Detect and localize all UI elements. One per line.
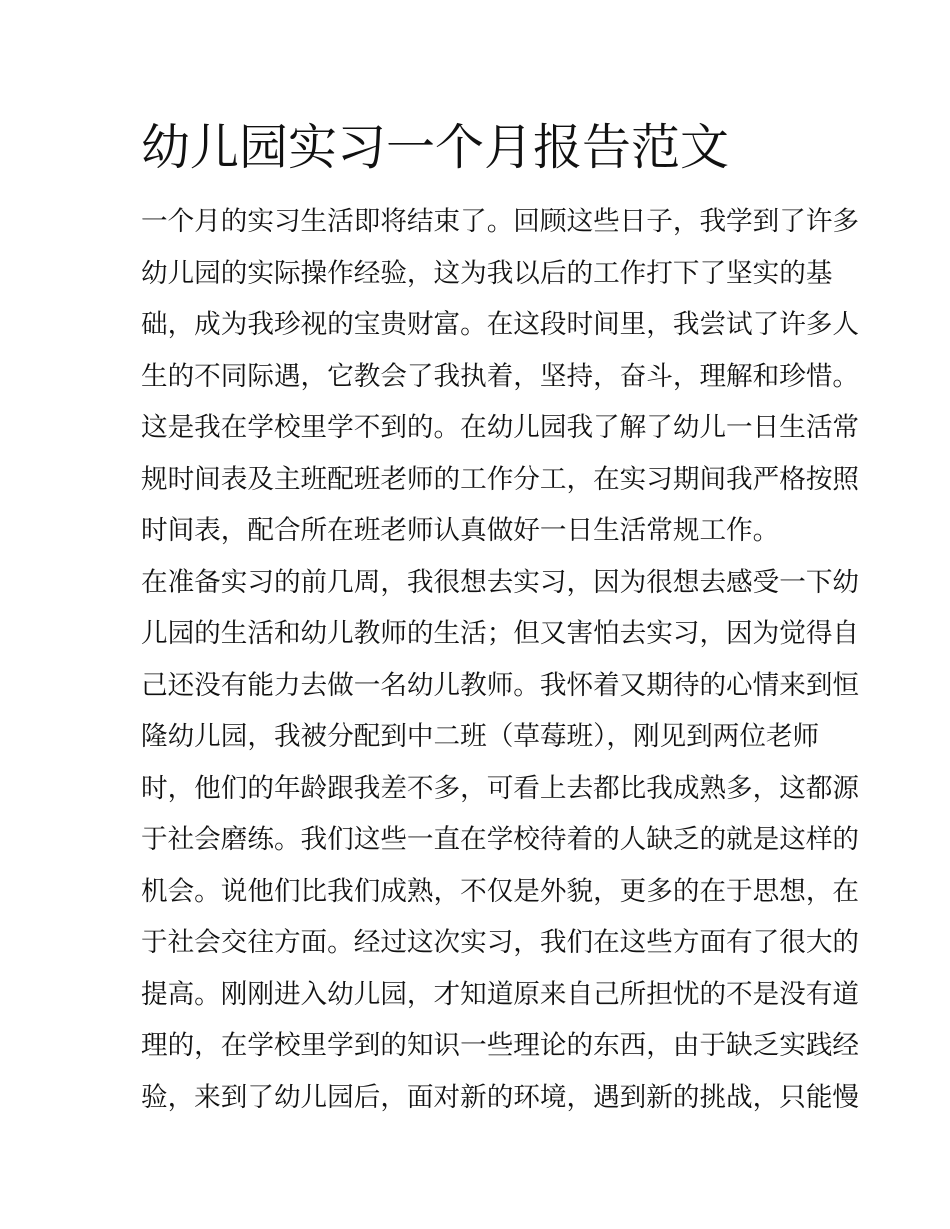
text-line: 在准备实习的前几周，我很想去实习，因为很想去感受一下幼	[141, 566, 860, 598]
text-line: 一个月的实习生活即将结束了。回顾这些日子，我学到了许多	[141, 206, 860, 237]
text-line: 这是我在学校里学不到的。在幼儿园我了解了幼儿一日生活常	[141, 412, 860, 443]
text-line: 时间表，配合所在班老师认真做好一日生活常规工作。	[141, 515, 780, 546]
text-line: 己还没有能力去做一名幼儿教师。我怀着又期待的心情来到恒	[141, 669, 860, 701]
text-line: 儿园的生活和幼儿教师的生活；但又害怕去实习，因为觉得自	[141, 618, 860, 649]
text-line: 幼儿园的实际操作经验，这为我以后的工作打下了坚实的基	[141, 257, 833, 289]
text-line: 规时间表及主班配班老师的工作分工，在实习期间我严格按照	[141, 463, 860, 495]
document-title: 幼儿园实习一个月报告范文	[141, 119, 730, 176]
text-line: 生的不同际遇，它教会了我执着，坚持，奋斗，理解和珍惜。	[141, 360, 860, 392]
text-line: 理的，在学校里学到的知识一些理论的东西，由于缺乏实践经	[141, 1030, 860, 1061]
text-line: 于社会磨练。我们这些一直在学校待着的人缺乏的就是这样的	[141, 824, 860, 855]
text-line: 机会。说他们比我们成熟，不仅是外貌，更多的在于思想，在	[141, 875, 860, 907]
document-body	[141, 196, 860, 1123]
text-line: 验，来到了幼儿园后，面对新的环境，遇到新的挑战，只能慢	[141, 1081, 860, 1113]
text-line: 提高。刚刚进入幼儿园，才知道原来自己所担忧的不是没有道	[141, 978, 860, 1010]
text-line: 础，成为我珍视的宝贵财富。在这段时间里，我尝试了许多人	[141, 309, 860, 340]
text-line: 隆幼儿园，我被分配到中二班（草莓班），刚见到两位老师	[141, 721, 820, 752]
text-line: 于社会交往方面。经过这次实习，我们在这些方面有了很大的	[141, 927, 860, 958]
text-line: 时，他们的年龄跟我差不多，可看上去都比我成熟多，这都源	[141, 772, 860, 804]
